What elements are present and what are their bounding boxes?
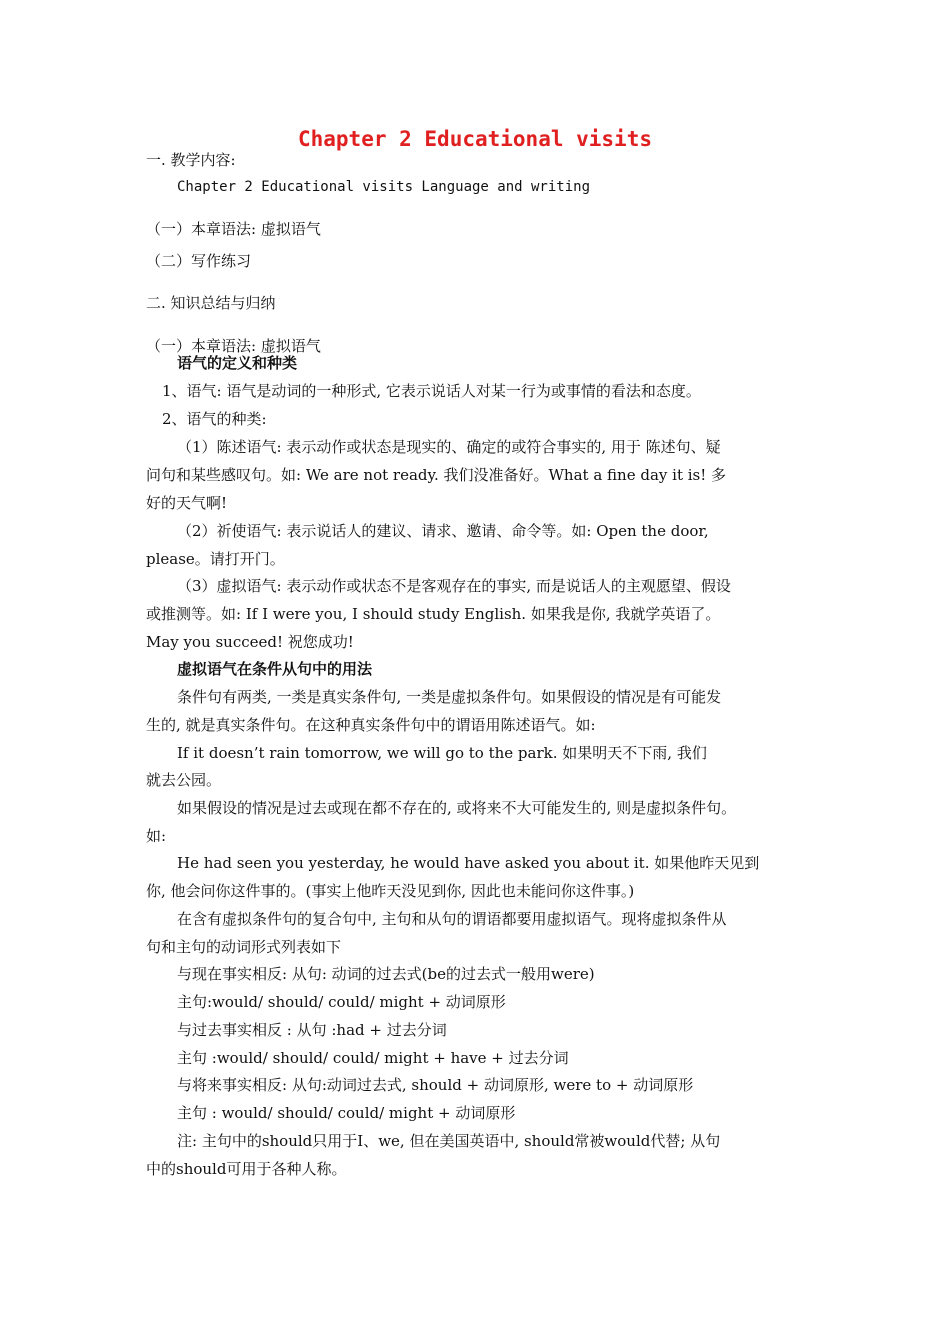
paragraph-3-line1: （1）陈述语气: 表示动作或状态是现实的、确定的或符合事实的, 用于 陈述句、疑 — [177, 438, 721, 456]
paragraph-2: 2、语气的种类: — [162, 410, 267, 428]
section2-item1: （一）本章语法: 虚拟语气 — [146, 337, 321, 355]
rule-present-main: 主句:would/ should/ could/ might + 动词原形 — [177, 993, 506, 1011]
paragraph-9-line1: He had seen you yesterday, he would have asked you about it. 如果他昨天见到 — [177, 854, 760, 872]
section1-item2: （二）写作练习 — [146, 252, 252, 270]
paragraph-1: 1、语气: 语气是动词的一种形式, 它表示说话人对某一行为或事情的看法和态度。 — [162, 382, 701, 400]
paragraph-6-line2: 生的, 就是真实条件句。在这种真实条件句中的谓语用陈述语气。如: — [146, 716, 596, 734]
paragraph-10-line1: 在含有虚拟条件句的复合句中, 主句和从句的谓语都要用虚拟语气。现将虚拟条件从 — [177, 910, 727, 928]
rule-present-clause: 与现在事实相反: 从句: 动词的过去式(be的过去式一般用were) — [177, 965, 595, 983]
paragraph-5-line3: May you succeed! 祝您成功! — [146, 633, 354, 651]
paragraph-4-line2: please。请打开门。 — [146, 550, 285, 568]
rule-future-main: 主句 : would/ should/ could/ might + 动词原形 — [177, 1104, 516, 1122]
paragraph-3-line2: 问句和某些感叹句。如: We are not ready. 我们没准备好。What a fine day it is! 多 — [146, 466, 727, 484]
rule-future-clause: 与将来事实相反: 从句:动词过去式, should + 动词原形, were to + 动词原形 — [177, 1076, 694, 1094]
rule-past-clause: 与过去事实相反 : 从句 :had + 过去分词 — [177, 1021, 447, 1039]
note-line1: 注: 主句中的should只用于I、we, 但在美国英语中, should常被would代替; 从句 — [177, 1132, 721, 1150]
note-line2: 中的should可用于各种人称。 — [146, 1160, 347, 1178]
section1-content: Chapter 2 Educational visits Language and writing — [177, 179, 591, 195]
paragraph-8-line2: 如: — [146, 827, 167, 845]
paragraph-6-line1: 条件句有两类, 一类是真实条件句, 一类是虚拟条件句。如果假设的情况是有可能发 — [177, 688, 722, 706]
paragraph-3-line3: 好的天气啊! — [146, 494, 228, 512]
sub-heading-mood: 语气的定义和种类 — [177, 354, 298, 372]
paragraph-7-line2: 就去公园。 — [146, 771, 222, 789]
paragraph-8-line1: 如果假设的情况是过去或现在都不存在的, 或将来不大可能发生的, 则是虚拟条件句。 — [177, 799, 737, 817]
section2-heading: 二. 知识总结与归纳 — [146, 294, 276, 312]
paragraph-4-line1: （2）祈使语气: 表示说话人的建议、请求、邀请、命令等。如: Open the door, — [177, 522, 709, 540]
rule-past-main: 主句 :would/ should/ could/ might + have + 过去分词 — [177, 1049, 569, 1067]
section1-heading: 一. 教学内容: — [146, 151, 236, 169]
paragraph-10-line2: 句和主句的动词形式列表如下 — [146, 938, 342, 956]
section1-item1: （一）本章语法: 虚拟语气 — [146, 220, 321, 238]
paragraph-5-line1: （3）虚拟语气: 表示动作或状态不是客观存在的事实, 而是说话人的主观愿望、假设 — [177, 577, 731, 595]
sub-heading-conditional: 虚拟语气在条件从句中的用法 — [177, 660, 373, 678]
document-title: Chapter 2 Educational visits — [297, 127, 652, 151]
paragraph-9-line2: 你, 他会问你这件事的。(事实上他昨天没见到你, 因此也未能问你这件事。) — [146, 882, 635, 900]
paragraph-7-line1: If it doesn’t rain tomorrow, we will go to the park. 如果明天不下雨, 我们 — [177, 744, 707, 762]
paragraph-5-line2: 或推测等。如: If I were you, I should study English. 如果我是你, 我就学英语了。 — [146, 605, 721, 623]
